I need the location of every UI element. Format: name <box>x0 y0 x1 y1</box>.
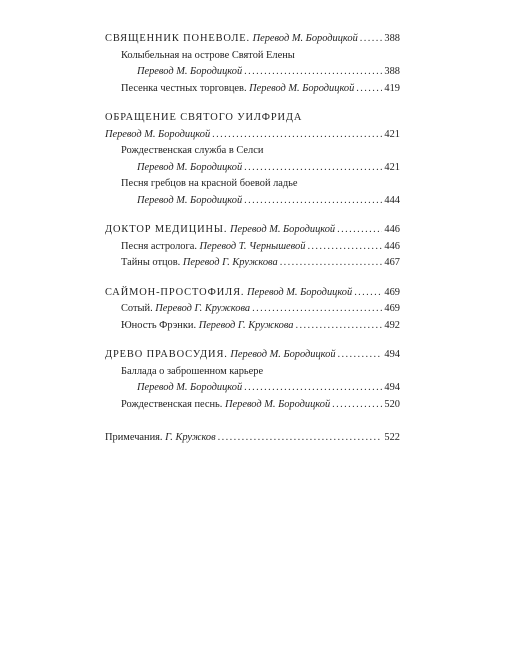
toc-entry-section <box>105 110 400 127</box>
toc-entry <box>105 364 400 381</box>
toc-entry-continuation <box>105 64 400 81</box>
translator-credit: Перевод Г. Кружкова <box>155 303 251 314</box>
toc-entry-section <box>105 31 400 48</box>
dot-leader <box>244 64 382 81</box>
translator-credit: Перевод М. Бородицкой <box>247 286 353 298</box>
page-number: 388 <box>384 33 400 44</box>
toc-entry-continuation <box>105 127 400 144</box>
translator-credit: Перевод М. Бородицкой <box>137 161 243 173</box>
toc-entry-notes <box>105 430 400 447</box>
translator-credit: Перевод Т. Чернышевой <box>199 240 306 252</box>
section-title: САЙМОН-ПРОСТОФИЛЯ. <box>105 286 245 298</box>
toc-entry <box>105 397 400 414</box>
page-number: 467 <box>384 257 400 268</box>
page-number: 421 <box>384 161 400 173</box>
entry-title: Рождественская песнь. <box>121 398 223 410</box>
page-number: 494 <box>384 382 400 393</box>
entry-title: Колыбельная на острове Святой Елены <box>121 49 295 61</box>
dot-leader <box>354 285 382 302</box>
translator-credit: Перевод М. Бородицкой <box>230 349 336 360</box>
section-gap <box>105 272 400 285</box>
entry-title: Тайны отцов. <box>121 257 181 268</box>
dot-leader <box>356 81 382 98</box>
dot-leader <box>360 31 383 48</box>
page-number: 419 <box>384 82 400 94</box>
translator-credit: Перевод Г. Кружкова <box>198 319 294 331</box>
toc-entry <box>105 255 400 272</box>
entry-title: Баллада о заброшенном карьере <box>121 365 264 377</box>
toc-entry <box>105 318 400 335</box>
dot-leader <box>212 127 382 144</box>
section-title: ДРЕВО ПРАВОСУДИЯ. <box>105 349 228 360</box>
dot-leader <box>252 301 382 318</box>
entry-title: Песенка честных торговцев. <box>121 82 247 94</box>
translator-credit: Перевод М. Бородицкой <box>137 382 243 393</box>
dot-leader <box>244 380 382 397</box>
toc-entry-section <box>105 222 400 239</box>
entry-title: Рождественская служба в Селси <box>121 145 264 156</box>
toc-entry <box>105 143 400 160</box>
notes-title: Примечания. <box>105 432 163 443</box>
translator-credit: Перевод М. Бородицкой <box>137 66 243 77</box>
page-number: 492 <box>384 319 400 331</box>
dot-leader <box>296 318 383 335</box>
toc-entry <box>105 301 400 318</box>
toc-entry <box>105 239 400 256</box>
section-gap <box>105 413 400 430</box>
translator-credit: Перевод М. Бородицкой <box>137 194 243 206</box>
toc-entry-continuation <box>105 160 400 177</box>
toc-entry-continuation <box>105 193 400 210</box>
section-title: СВЯЩЕННИК ПОНЕВОЛЕ. <box>105 33 251 44</box>
page-number: 446 <box>384 224 400 235</box>
translator-credit: Перевод М. Бородицкой <box>225 398 331 410</box>
dot-leader <box>280 255 383 272</box>
translator-credit: Перевод М. Бородицкой <box>252 33 358 44</box>
toc-entry-continuation <box>105 380 400 397</box>
dot-leader <box>338 347 383 364</box>
entry-title: Песня астролога. <box>121 240 197 252</box>
toc-entry-section <box>105 347 400 364</box>
translator-credit: Перевод Г. Кружкова <box>182 257 278 268</box>
page-number: 446 <box>384 240 400 252</box>
dot-leader <box>218 430 383 447</box>
section-title: ДОКТОР МЕДИЦИНЫ. <box>105 224 228 235</box>
translator-credit: Перевод М. Бородицкой <box>249 82 355 94</box>
page-number: 522 <box>384 432 400 443</box>
page-number: 520 <box>384 398 400 410</box>
toc-entry-section <box>105 285 400 302</box>
dot-leader <box>244 160 382 177</box>
page-number: 388 <box>384 66 400 77</box>
entry-title: Сотый. <box>121 303 153 314</box>
translator-credit: Перевод М. Бородицкой <box>229 224 336 235</box>
table-of-contents <box>105 31 400 447</box>
translator-credit: Г. Кружков <box>165 432 216 443</box>
entry-title: Юность Фрэнки. <box>121 319 197 331</box>
section-title: ОБРАЩЕНИЕ СВЯТОГО УИЛФРИДА <box>105 112 303 123</box>
dot-leader <box>307 239 382 256</box>
page-number: 494 <box>384 349 400 360</box>
section-gap <box>105 334 400 347</box>
page-number: 469 <box>384 303 400 314</box>
dot-leader <box>332 397 382 414</box>
toc-entry <box>105 81 400 98</box>
page-number: 469 <box>384 286 400 298</box>
translator-credit: Перевод М. Бородицкой <box>105 128 211 140</box>
entry-title: Песня гребцов на красной боевой ладье <box>121 178 298 189</box>
section-gap <box>105 209 400 222</box>
page-number: 444 <box>384 194 400 206</box>
section-gap <box>105 97 400 110</box>
dot-leader <box>244 193 382 210</box>
toc-entry <box>105 176 400 193</box>
dot-leader <box>337 222 382 239</box>
page-number: 421 <box>384 128 400 140</box>
toc-entry <box>105 48 400 65</box>
